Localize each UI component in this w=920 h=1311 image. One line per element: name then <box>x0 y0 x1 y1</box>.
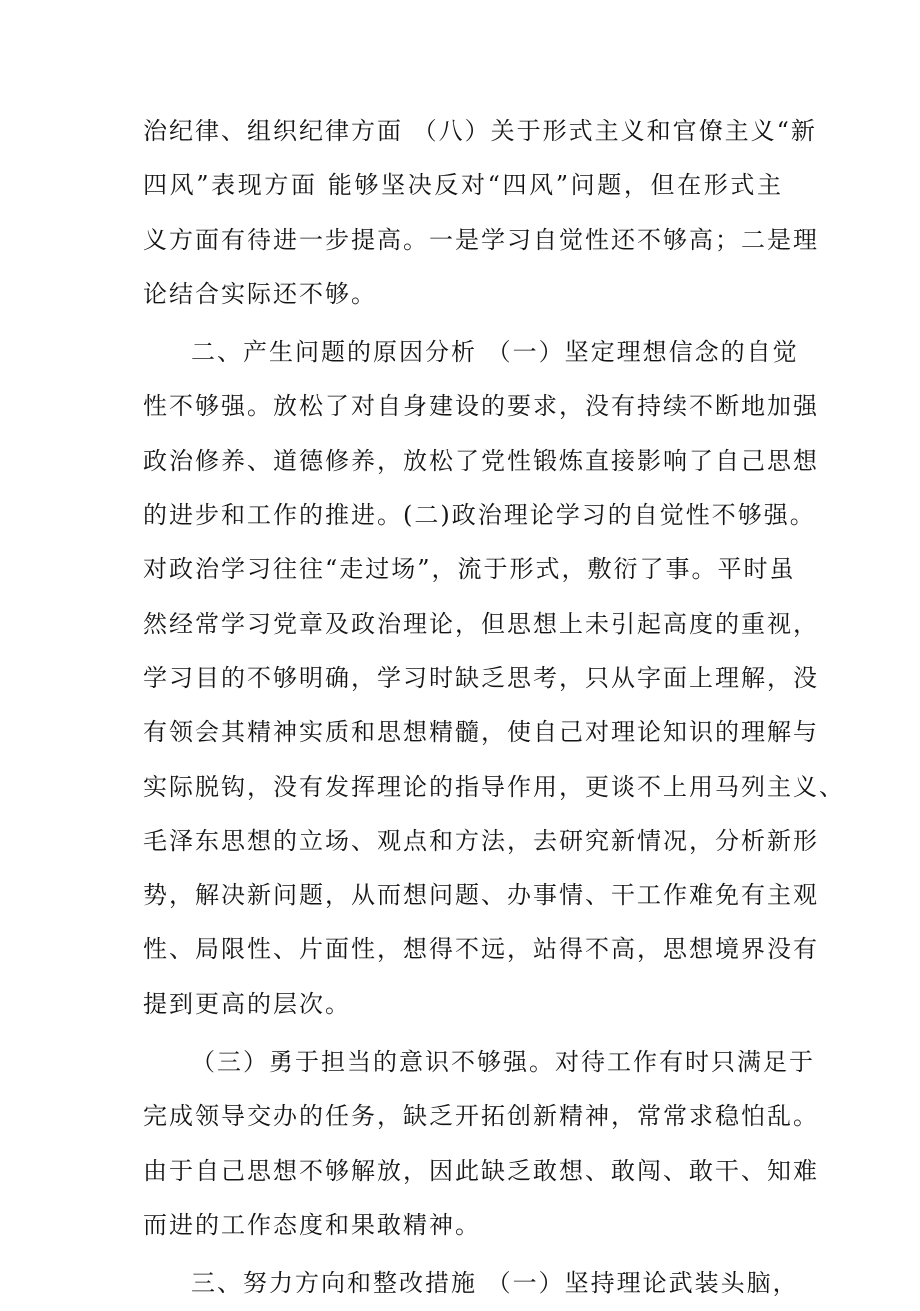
text-line: 完成领导交办的任务，缺乏开拓创新精神，常常求稳怕乱。 <box>143 1102 819 1131</box>
paragraph-4 <box>143 1256 799 1310</box>
text-line: 然经常学习党章及政治理论，但思想上未引起高度的重视， <box>143 609 819 638</box>
text-line: 而进的工作态度和果敢精神。 <box>143 1210 481 1239</box>
text-line: 实际脱钩，没有发挥理论的指导作用，更谈不上用马列主义、 <box>143 772 845 801</box>
paragraph-1 <box>143 104 819 321</box>
paragraph-3 <box>143 1035 819 1252</box>
text-line: 治纪律、组织纪律方面 （八）关于形式主义和官僚主义“新 <box>143 117 817 145</box>
text-line: 提到更高的层次。 <box>143 989 351 1018</box>
text-line: 论结合实际还不够。 <box>143 279 377 308</box>
text-line: 三、努力方向和整改措施 （一）坚持理论武装头脑， <box>191 1269 799 1298</box>
text-line: 二、产生问题的原因分析 （一）坚定理想信念的自觉 <box>191 338 799 367</box>
text-line: 性、局限性、片面性，想得不远，站得不高，思想境界没有 <box>143 935 819 964</box>
text-line: 学习目的不够明确，学习时缺乏思考，只从字面上理解，没 <box>143 663 819 692</box>
text-line: 义方面有待进一步提高。一是学习自觉性还不够高；二是理 <box>143 225 819 254</box>
text-line: 政治修养、道德修养，放松了党性锻炼直接影响了自己思想 <box>143 446 819 475</box>
text-line: 由于自己思想不够解放，因此缺乏敢想、敢闯、敢干、知难 <box>143 1156 819 1185</box>
text-line: 的进步和工作的推进。(二)政治理论学习的自觉性不够强。 <box>143 501 816 530</box>
text-line: 势，解决新问题，从而想问题、办事情、干工作难免有主观 <box>143 881 819 910</box>
text-line: 四风”表现方面 能够坚决反对“四风”问题，但在形式主 <box>143 171 783 200</box>
text-line: 对政治学习往往“走过场”，流于形式，敷衍了事。平时虽 <box>143 555 796 584</box>
text-line: 有领会其精神实质和思想精髓，使自己对理论知识的理解与 <box>143 718 819 747</box>
paragraph-2 <box>143 325 845 1031</box>
text-line: 性不够强。放松了对自身建设的要求，没有持续不断地加强 <box>143 392 819 421</box>
text-line: 毛泽东思想的立场、观点和方法，去研究新情况，分析新形 <box>143 826 819 855</box>
text-line: （三）勇于担当的意识不够强。对待工作有时只满足于 <box>191 1048 815 1077</box>
document-body <box>143 104 845 1311</box>
